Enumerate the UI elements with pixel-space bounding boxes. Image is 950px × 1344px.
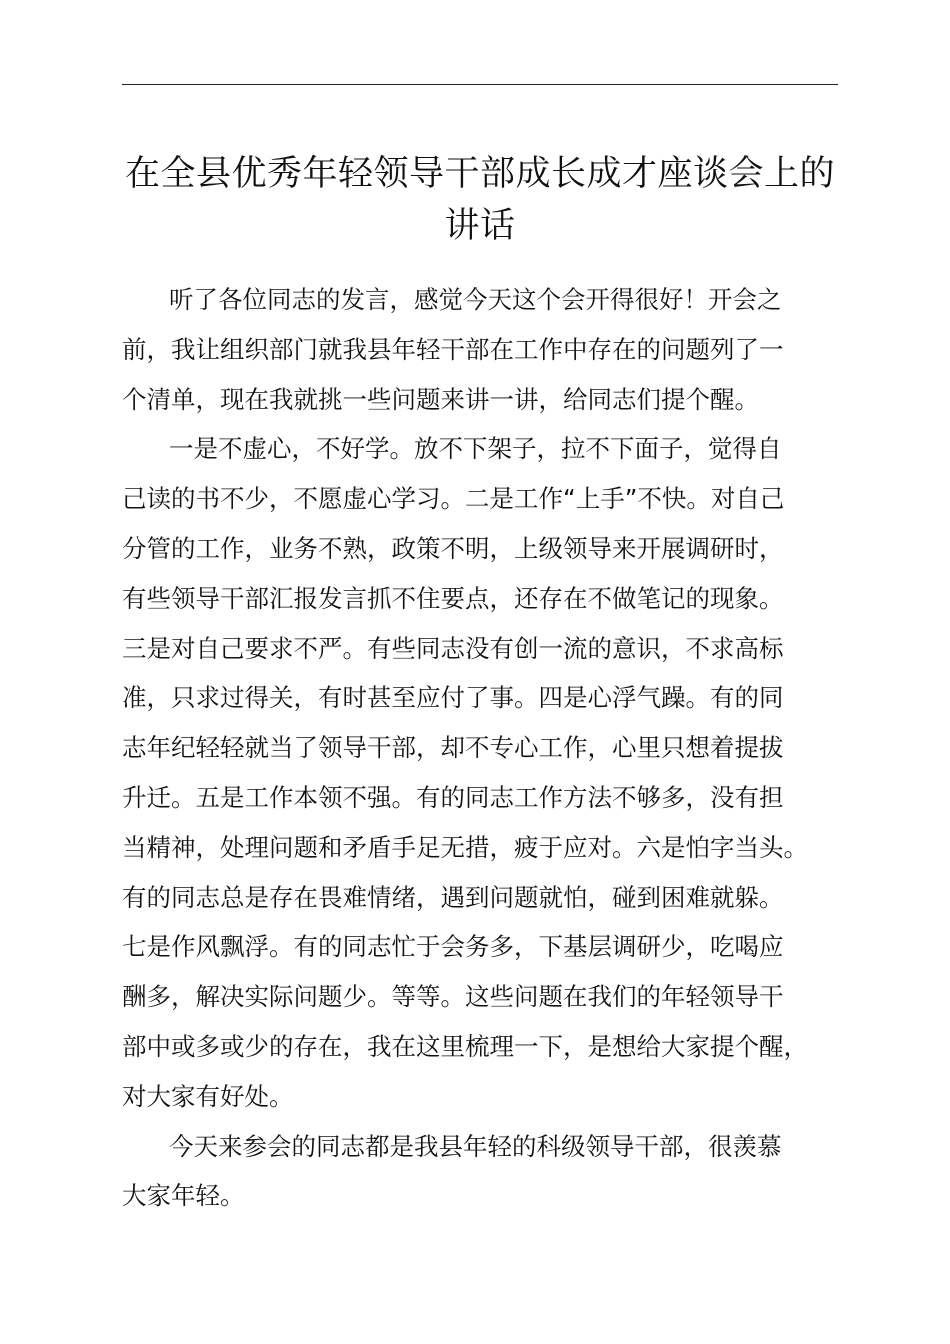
- text-line: 当精神，处理问题和矛盾手足无措，疲于应对。六是怕字当头。: [122, 832, 808, 862]
- text-line: 部中或多或少的存在，我在这里梳理一下，是想给大家提个醒，: [122, 1031, 808, 1061]
- text-line: 对大家有好处。: [122, 1081, 294, 1111]
- text-line: 一是不虚心，不好学。放不下架子，拉不下面子，觉得自: [169, 434, 782, 464]
- paragraph-1: [122, 275, 838, 424]
- text-line: 准，只求过得关，有时甚至应付了事。四是心浮气躁。有的同: [122, 683, 784, 713]
- text-line: 前，我让组织部门就我县年轻干部在工作中存在的问题列了一: [122, 334, 784, 364]
- text-line: 听了各位同志的发言，感觉今天这个会开得很好！开会之: [169, 285, 782, 314]
- text-line: 今天来参会的同志都是我县年轻的科级领导干部，很羡慕: [169, 1131, 782, 1161]
- text-line: 有些领导干部汇报发言抓不住要点，还存在不做笔记的现象。: [122, 583, 784, 613]
- text-line: 酬多，解决实际问题少。等等。这些问题在我们的年轻领导干: [122, 982, 784, 1012]
- text-line: 有的同志总是存在畏难情绪，遇到问题就怕，碰到困难就躲。: [122, 882, 784, 912]
- text-line: 己读的书不少，不愿虚心学习。二是工作“上手”不快。对自己: [122, 484, 785, 514]
- header-rule: [122, 84, 838, 85]
- text-line: 志年纪轻轻就当了领导干部，却不专心工作，心里只想着提拔: [122, 733, 784, 763]
- paragraph-2: [122, 424, 838, 1121]
- text-line: 三是对自己要求不严。有些同志没有创一流的意识，不求高标: [122, 633, 784, 663]
- document-body: [122, 275, 838, 1221]
- title-line: 在全县优秀年轻领导干部成长成才座谈会上的: [124, 154, 835, 194]
- document-title: [122, 148, 838, 252]
- text-line: 分管的工作，业务不熟，政策不明，上级领导来开展调研时，: [122, 533, 784, 563]
- text-line: 大家年轻。: [122, 1181, 245, 1211]
- title-line: 讲话: [444, 206, 516, 246]
- paragraph-3: [122, 1122, 838, 1222]
- text-line: 七是作风飘浮。有的同志忙于会务多，下基层调研少，吃喝应: [122, 932, 784, 962]
- text-line: 升迁。五是工作本领不强。有的同志工作方法不够多，没有担: [122, 782, 784, 812]
- text-line: 个清单，现在我就挑一些问题来讲一讲，给同志们提个醒。: [122, 384, 759, 414]
